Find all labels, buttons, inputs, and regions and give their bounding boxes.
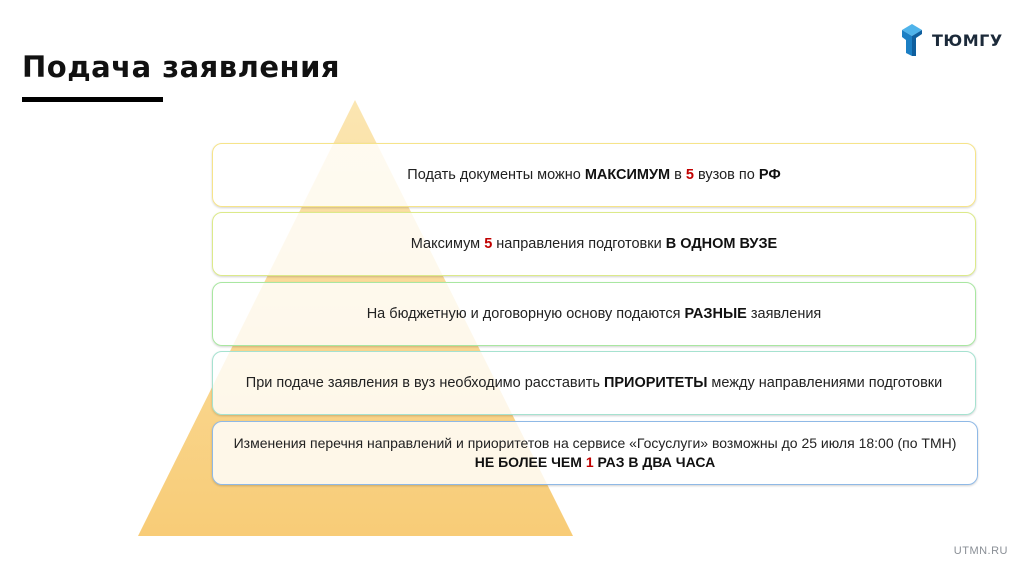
logo-text: ТЮМГУ xyxy=(932,30,1003,50)
rule-box-2 xyxy=(212,212,976,276)
footer-site-link[interactable]: UTMN.RU xyxy=(953,545,1008,557)
logo xyxy=(900,20,1003,60)
rule-box-4 xyxy=(212,351,976,415)
rule-text-3: На бюджетную и договорную основу подаются РАЗНЫЕ заявления xyxy=(366,305,822,322)
title-underline xyxy=(22,97,163,102)
rule-box-5 xyxy=(212,421,978,485)
rule-text-2: Максимум 5 направления подготовки В ОДНОМ ВУЗЕ xyxy=(410,235,778,252)
rule-box-1 xyxy=(212,143,976,207)
rule-text-4: При подаче заявления в вуз необходимо расставить ПРИОРИТЕТЫ между направлениями подготовки xyxy=(245,374,943,391)
tyumgu-logo-icon xyxy=(900,20,926,60)
rule-box-3 xyxy=(212,282,976,346)
rule-text-1: Подать документы можно МАКСИМУМ в 5 вузов по РФ xyxy=(407,166,781,183)
page-title: Подача заявления xyxy=(22,50,341,84)
rule-text-5: Изменения перечня направлений и приоритетов на сервисе «Госуслуги» возможны до 25 июля 18:00 (по ТМН) НЕ БОЛЕЕ ЧЕМ 1 РАЗ В ДВА ЧАСА xyxy=(233,435,957,470)
